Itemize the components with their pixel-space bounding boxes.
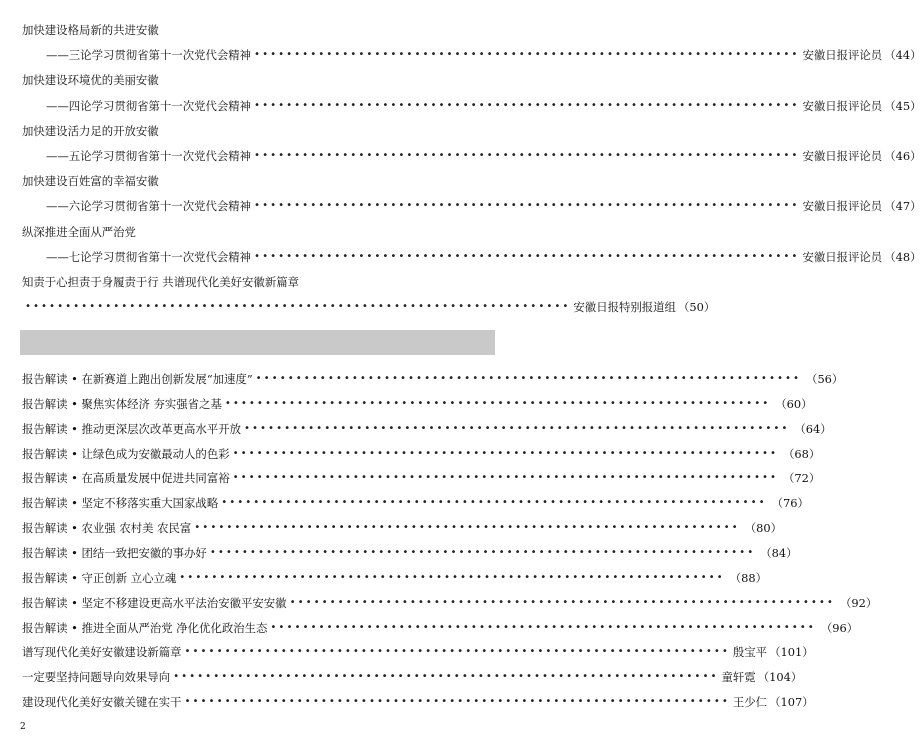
footer-page-number: 2 — [20, 722, 26, 732]
toc-entry[interactable] — [22, 592, 878, 614]
entry-text: 报告解读 • 农业强 农村美 农民富 — [22, 521, 192, 536]
entry-page-number: （56） — [806, 372, 844, 386]
leader-dots: •••••••••••••••••••••••••••••••••••••••••••••••••••••••••••••••••••• — [179, 571, 725, 583]
entry-author: 殷宝平 — [732, 645, 768, 660]
leader-dots: •••••••••••••••••••••••••••••••••••••••••••••••••••••••••••••••••••• — [254, 49, 800, 61]
toc-entry[interactable] — [22, 517, 782, 539]
toc-entry-title[interactable] — [22, 271, 495, 293]
entry-text: ——三论学习贯彻省第十一次党代会精神 — [46, 48, 252, 63]
toc-entry[interactable] — [22, 617, 859, 639]
entry-author: 王少仁 — [732, 695, 768, 710]
leader-dots: •••••••••••••••••••••••••••••••••••••••••••••••••••••••••••••••••••• — [194, 522, 740, 534]
toc-entry[interactable] — [22, 467, 821, 489]
toc-entry[interactable] — [22, 542, 798, 564]
toc-entry[interactable] — [22, 691, 814, 713]
toc-entry-subtitle[interactable] — [46, 44, 921, 66]
toc-entry[interactable] — [22, 393, 813, 415]
entry-author: 安徽日报评论员 — [802, 48, 883, 63]
entry-page-number: （107） — [769, 695, 814, 710]
toc-entry-subtitle[interactable] — [46, 195, 921, 217]
entry-text: ——六论学习贯彻省第十一次党代会精神 — [46, 199, 252, 214]
entry-text: 报告解读 • 团结一致把安徽的事办好 — [22, 545, 207, 560]
entry-author: 童轩霓 — [721, 670, 756, 685]
entry-text: 加快建设格局新的共进安徽 — [22, 23, 159, 37]
section-divider-banner — [20, 330, 495, 355]
entry-text: ——七论学习贯彻省第十一次党代会精神 — [46, 249, 252, 264]
toc-entry-subtitle[interactable] — [46, 145, 921, 167]
entry-page-number: （76） — [771, 496, 809, 511]
toc-entry-subtitle[interactable] — [46, 246, 921, 268]
toc-entry[interactable] — [22, 641, 814, 663]
entry-page-number: （92） — [839, 595, 878, 610]
entry-text: 谱写现代化美好安徽建设新篇章 — [22, 645, 182, 660]
entry-text: 报告解读 • 坚定不移建设更高水平法治安徽平安安徽 — [22, 595, 287, 610]
leader-dots: •••••••••••••••••••••••••••••••••••••••••••••••••••••••••••••••••••• — [232, 472, 779, 484]
entry-page-number: （96） — [820, 620, 859, 635]
entry-text: 知责于心担责于身履责于行 共谱现代化美好安徽新篇章 — [22, 275, 299, 289]
entry-text: 一定要坚持问题导向效果导向 — [22, 670, 171, 685]
entry-page-number: （44） — [884, 48, 921, 63]
entry-text: 报告解读 • 聚焦实体经济 夯实强省之基 — [22, 396, 222, 411]
leader-dots: •••••••••••••••••••••••••••••••••••••••••••••••••••••••••••••••••••• — [209, 546, 756, 558]
toc-entry-title[interactable] — [22, 69, 495, 91]
entry-author: 安徽日报评论员 — [802, 149, 883, 163]
toc-entry-title[interactable] — [22, 221, 495, 243]
entry-text: 报告解读 • 守正创新 立心立魂 — [22, 570, 177, 585]
entry-page-number: （72） — [783, 471, 821, 486]
entry-text: ——五论学习贯彻省第十一次党代会精神 — [46, 149, 252, 163]
entry-text: ——四论学习贯彻省第十一次党代会精神 — [46, 98, 252, 113]
entry-text: 纵深推进全面从严治党 — [22, 224, 136, 239]
entry-author: 安徽日报评论员 — [802, 249, 883, 264]
toc-entry-subtitle[interactable] — [46, 95, 921, 117]
toc-entry[interactable] — [22, 567, 767, 589]
entry-author: 安徽日报评论员 — [802, 199, 883, 214]
entry-page-number: （48） — [884, 249, 921, 264]
entry-page-number: （64） — [794, 421, 832, 436]
entry-text: 报告解读 • 在新赛道上跑出创新发展“加速度” — [22, 372, 253, 386]
entry-text: 报告解读 • 坚定不移落实重大国家战略 — [22, 496, 219, 511]
leader-dots: •••••••••••••••••••••••••••••••••••••••••••••••••••••••••••••••••••• — [254, 200, 800, 212]
leader-dots: •••••••••••••••••••••••••••••••••••••••••••••••••••••••••••••••••••• — [232, 447, 779, 459]
entry-text: 报告解读 • 推进全面从严治党 净化优化政治生态 — [22, 620, 268, 635]
leader-dots: •••••••••••••••••••••••••••••••••••••••••••••••••••••••••••••••••••• — [25, 301, 571, 313]
toc-entry-title[interactable] — [22, 120, 495, 142]
entry-text: 加快建设活力足的开放安徽 — [22, 123, 159, 138]
leader-dots: •••••••••••••••••••••••••••••••••••••••••••••••••••••••••••••••••••• — [254, 250, 800, 262]
entry-page-number: （46） — [884, 149, 921, 163]
leader-dots: •••••••••••••••••••••••••••••••••••••••••••••••••••••••••••••••••••• — [184, 696, 730, 708]
toc-entry[interactable] — [22, 443, 821, 465]
toc-entry[interactable] — [22, 492, 809, 514]
entry-page-number: （104） — [757, 670, 803, 685]
toc-entry[interactable] — [22, 666, 803, 688]
entry-text: 加快建设百姓富的幸福安徽 — [22, 174, 159, 189]
entry-author: 安徽日报评论员 — [802, 98, 883, 113]
entry-page-number: （47） — [884, 199, 921, 214]
leader-dots: •••••••••••••••••••••••••••••••••••••••••••••••••••••••••••••••••••• — [244, 422, 790, 434]
leader-dots: •••••••••••••••••••••••••••••••••••••••••••••••••••••••••••••••••••• — [184, 646, 730, 658]
entry-text: 建设现代化美好安徽关键在实干 — [22, 695, 182, 710]
toc-entry-title[interactable] — [22, 170, 495, 192]
entry-page-number: （68） — [783, 446, 821, 461]
leader-dots: •••••••••••••••••••••••••••••••••••••••••••••••••••••••••••••••••••• — [173, 671, 719, 683]
entry-page-number: （50） — [677, 300, 716, 315]
entry-page-number: （45） — [884, 98, 921, 113]
leader-dots: •••••••••••••••••••••••••••••••••••••••••••••••••••••••••••••••••••• — [254, 150, 800, 161]
toc-entry-subtitle[interactable] — [22, 296, 716, 318]
entry-page-number: （84） — [760, 545, 798, 560]
leader-dots: •••••••••••••••••••••••••••••••••••••••••••••••••••••••••••••••••••• — [254, 99, 800, 111]
leader-dots: •••••••••••••••••••••••••••••••••••••••••••••••••••••••••••••••••••• — [224, 397, 771, 409]
entry-text: 报告解读 • 让绿色成为安徽最动人的色彩 — [22, 446, 230, 461]
leader-dots: •••••••••••••••••••••••••••••••••••••••••••••••••••••••••••••••••••• — [289, 596, 835, 608]
leader-dots: •••••••••••••••••••••••••••••••••••••••••••••••••••••••••••••••••••• — [221, 497, 767, 509]
entry-text: 加快建设环境优的美丽安徽 — [22, 73, 159, 88]
leader-dots: •••••••••••••••••••••••••••••••••••••••••••••••••••••••••••••••••••• — [255, 373, 802, 384]
entry-text: 报告解读 • 推动更深层次改革更高水平开放 — [22, 421, 241, 436]
toc-entry-title[interactable] — [22, 19, 495, 41]
toc-entry[interactable] — [22, 368, 844, 390]
entry-page-number: （80） — [744, 521, 782, 536]
entry-author: 安徽日报特别报道组 — [573, 300, 676, 315]
entry-page-number: （88） — [729, 570, 767, 585]
entry-page-number: （60） — [775, 396, 813, 411]
entry-page-number: （101） — [769, 645, 814, 660]
leader-dots: •••••••••••••••••••••••••••••••••••••••••••••••••••••••••••••••••••• — [270, 621, 816, 633]
toc-entry[interactable] — [22, 418, 832, 440]
entry-text: 报告解读 • 在高质量发展中促进共同富裕 — [22, 471, 230, 486]
